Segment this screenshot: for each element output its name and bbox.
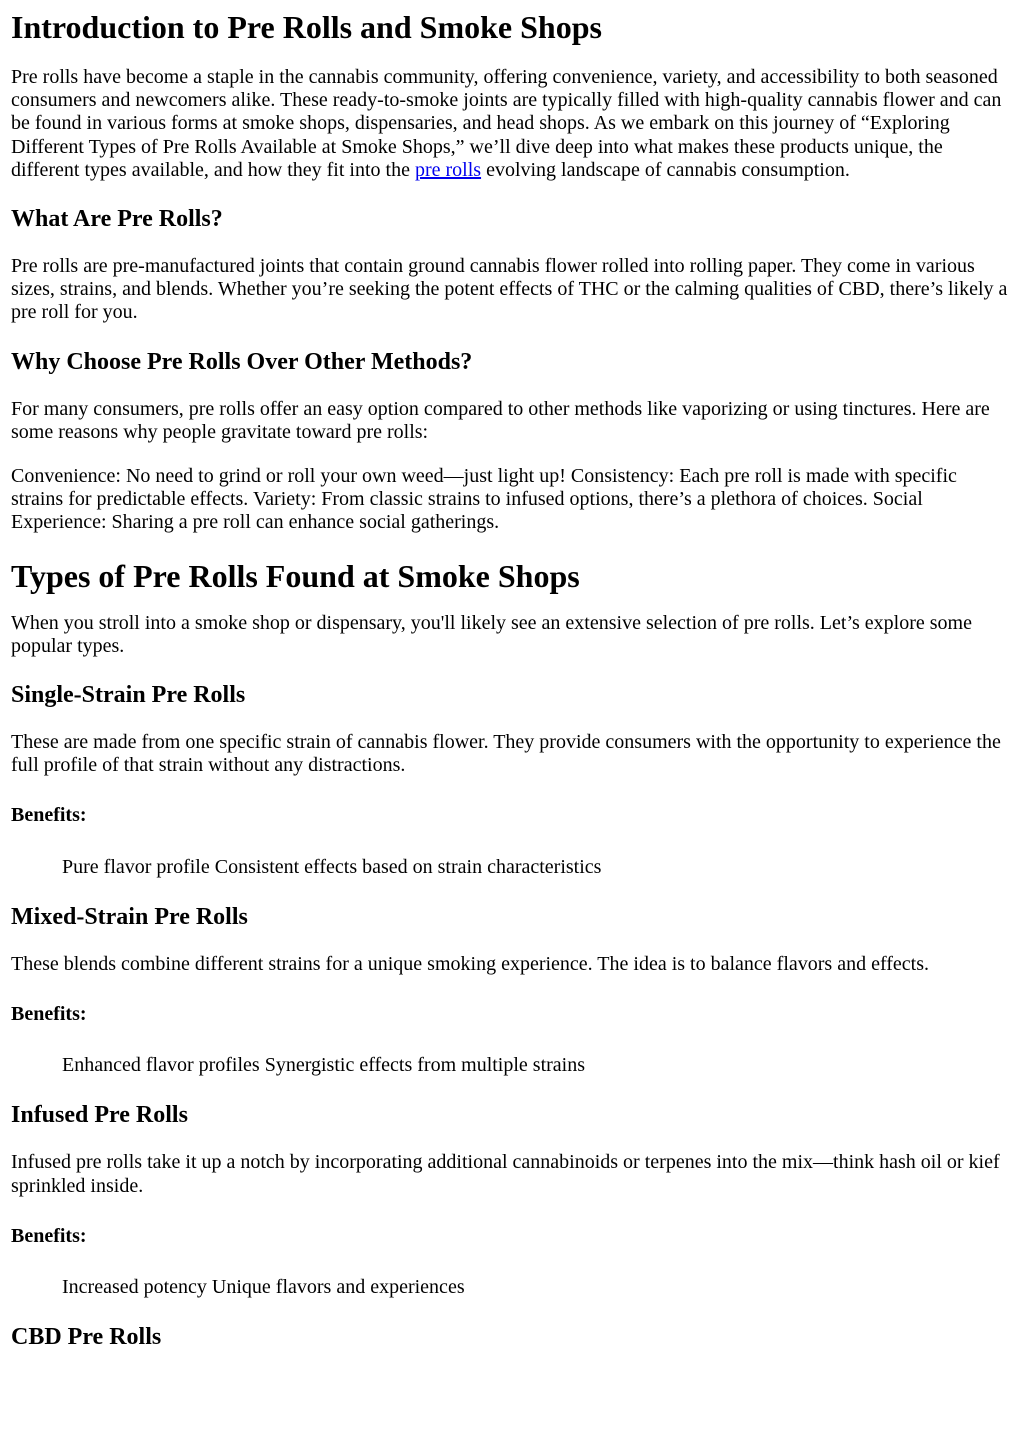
single-strain-benefits-list: Pure flavor profile Consistent effects based on strain characteristics <box>62 855 602 878</box>
what-are-heading: What Are Pre Rolls? <box>11 206 223 233</box>
cbd-heading: CBD Pre Rolls <box>11 1324 162 1351</box>
mixed-strain-heading: Mixed-Strain Pre Rolls <box>11 903 248 930</box>
article <box>0 9 1024 1351</box>
single-strain-benefits-label: Benefits: <box>11 804 87 827</box>
infused-heading: Infused Pre Rolls <box>11 1102 188 1129</box>
reasons-paragraph: Convenience: No need to grind or roll your own weed—just light up! Consistency: Each pre roll is made with specific strains for predictable effects. Variety: From classic strains to infused options, there’s a plethora of choices. Social Experience: Sharing a pre roll can enhance social gatherings. <box>11 465 957 534</box>
single-strain-heading: Single-Strain Pre Rolls <box>11 682 246 709</box>
intro-text-after-link: evolving landscape of cannabis consumption. <box>481 158 850 181</box>
infused-paragraph: Infused pre rolls take it up a notch by incorporating additional cannabinoids or terpenes into the mix—think hash oil or kief sprinkled inside. <box>11 1151 1000 1197</box>
mixed-strain-benefits-list: Enhanced flavor profiles Synergistic effects from multiple strains <box>62 1054 586 1077</box>
why-choose-paragraph: For many consumers, pre rolls offer an easy option compared to other methods like vaporizing or using tinctures. Here are some reasons why people gravitate toward pre rolls: <box>11 397 990 443</box>
mixed-strain-benefits-label: Benefits: <box>11 1003 87 1026</box>
page-title: Introduction to Pre Rolls and Smoke Shops <box>11 9 602 45</box>
mixed-strain-paragraph: These blends combine different strains for a unique smoking experience. The idea is to balance flavors and effects. <box>11 952 930 975</box>
infused-benefits-label: Benefits: <box>11 1224 87 1247</box>
single-strain-paragraph: These are made from one specific strain of cannabis flower. They provide consumers with the opportunity to experience the full profile of that strain without any distractions. <box>11 731 1001 777</box>
types-paragraph: When you stroll into a smoke shop or dispensary, you'll likely see an extensive selection of pre rolls. Let’s explore some popular types. <box>11 611 972 657</box>
intro-text-before-link: Pre rolls have become a staple in the cannabis community, offering convenience, variety, and accessibility to both seasoned consumers and newcomers alike. These ready-to-smoke joints are typically filled with high-quality cannabis flower and can be found in various forms at smoke shops, dispensaries, and head shops. As we embark on this journey of “Exploring Different Types of Pre Rolls Available at Smoke Shops,” we’ll dive deep into what makes these products unique, the different types available, and how they fit into the <box>11 66 1002 181</box>
types-title: Types of Pre Rolls Found at Smoke Shops <box>11 557 580 594</box>
what-are-paragraph: Pre rolls are pre-manufactured joints that contain ground cannabis flower rolled into rolling paper. They come in various sizes, strains, and blends. Whether you’re seeking the potent effects of THC or the calming qualities of CBD, there’s likely a pre roll for you. <box>11 255 1008 324</box>
why-choose-heading: Why Choose Pre Rolls Over Other Methods? <box>11 348 473 375</box>
pre-rolls-link[interactable]: pre rolls <box>414 158 482 181</box>
intro-paragraph <box>11 66 1013 182</box>
infused-benefits-list: Increased potency Unique flavors and experiences <box>62 1276 465 1299</box>
